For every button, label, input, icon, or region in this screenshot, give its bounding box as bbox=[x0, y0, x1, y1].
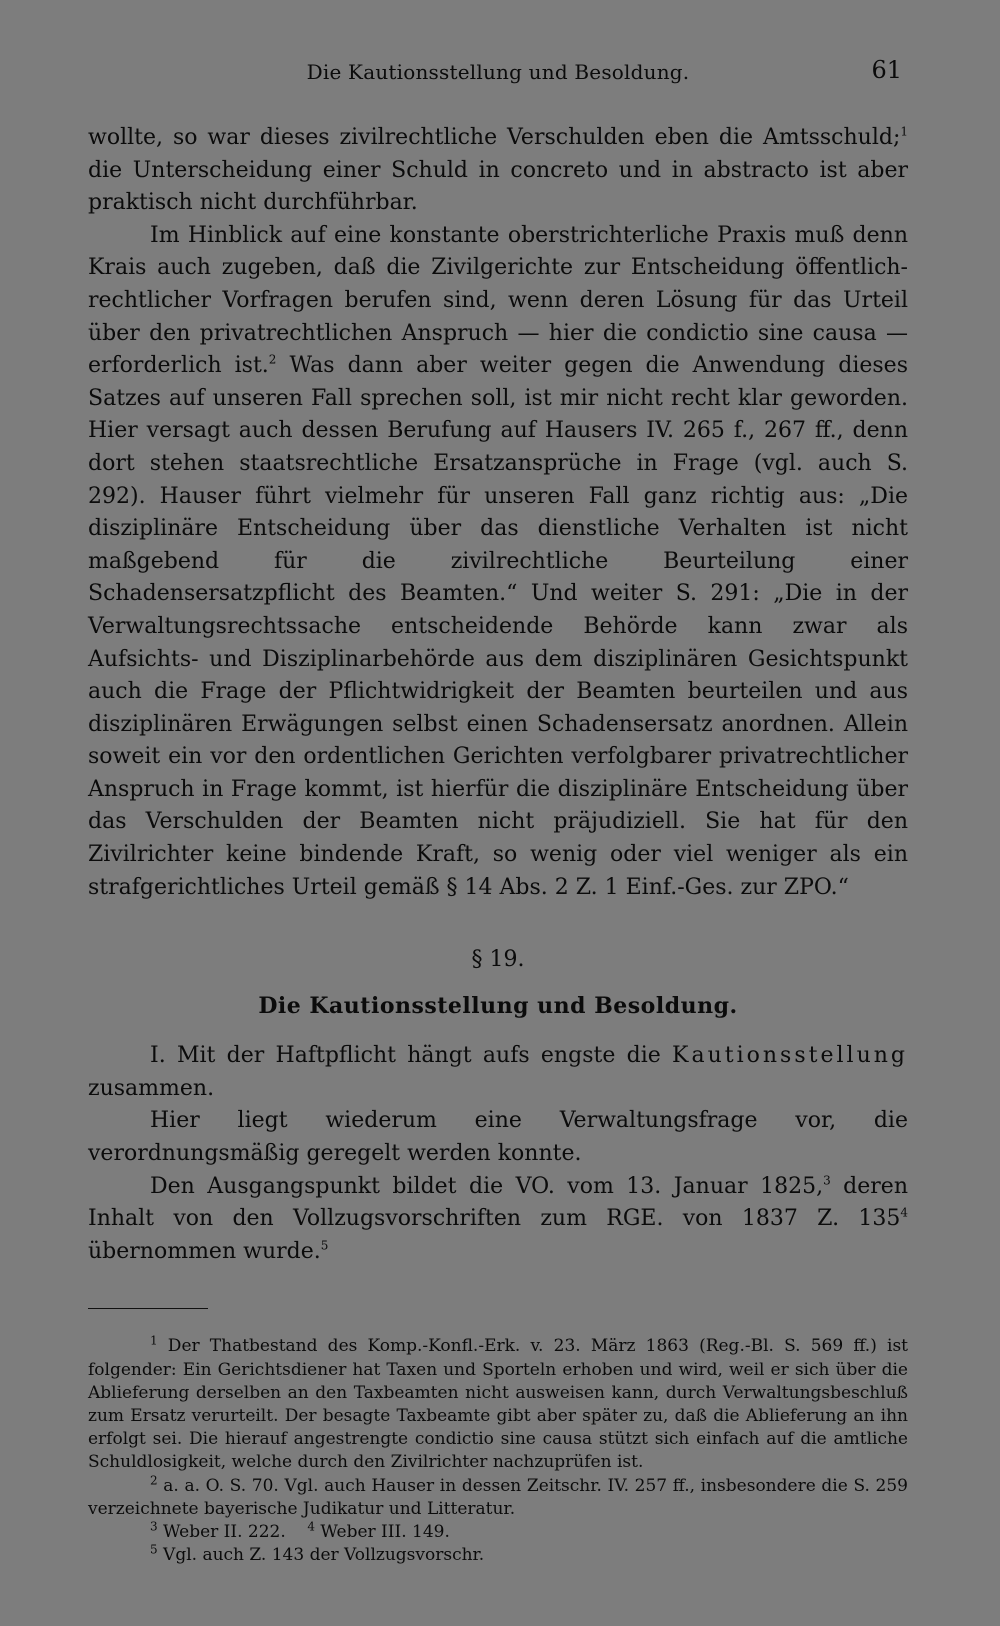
footnote-text: Weber II. 222. bbox=[157, 1522, 286, 1543]
footnote-divider bbox=[88, 1308, 208, 1309]
footnote-3-4 bbox=[88, 1521, 908, 1544]
running-head bbox=[88, 52, 908, 92]
paragraph-text: I. Mit der Haftpflicht hängt aufs engste die bbox=[150, 1043, 673, 1069]
footnote-reference: 2 bbox=[268, 352, 277, 367]
paragraph-text: wollte, so war dieses zivilrechtliche Verschulden eben die Amtsschuld; bbox=[88, 125, 901, 150]
footnote-text: Der Thatbestand des Komp.-Konfl.-Erk. v. 23. März 1863 (Reg.-Bl. S. 569 ff.) ist folgender: Ein Gerichtsdiener hat Taxen und Sporteln erhoben und wird, weil er sich über die Ablieferung derselben an den Taxbeamten nicht ausweisen kann, durch Verwaltungsbeschluß zum Ersatz verurteilt. Der besagte Taxbeamte gibt aber später zu, daß die Ablieferung an ihn erfolgt sei. Die hierauf angestrengte condictio sine causa stützt sich einfach auf die amtliche Schuldlosigkeit, welche durch den Zivilrichter nachzuprüfen ist. bbox=[88, 1336, 908, 1473]
paragraph-ausgangspunkt bbox=[88, 1171, 908, 1269]
section-body bbox=[88, 1040, 908, 1268]
footnote-number: 3 bbox=[150, 1519, 158, 1534]
footnote-5 bbox=[88, 1544, 908, 1567]
footnote-text: Weber III. 149. bbox=[315, 1522, 450, 1543]
book-page bbox=[88, 52, 908, 1567]
emphasized-term: Kautionsstellung bbox=[672, 1043, 908, 1069]
footnote-number: 2 bbox=[150, 1472, 158, 1487]
main-text bbox=[88, 122, 908, 904]
footnote-number: 5 bbox=[150, 1542, 158, 1557]
paragraph-hinblick bbox=[88, 220, 908, 904]
footnotes bbox=[88, 1335, 908, 1567]
footnote-text: Vgl. auch Z. 143 der Vollzugsvorschr. bbox=[157, 1545, 485, 1566]
running-title: Die Kautionsstellung und Besoldung. bbox=[306, 60, 690, 84]
paragraph-text: deren Inhalt von den Vollzugsvorschriften zum RGE. von 1837 Z. 135 bbox=[88, 1173, 908, 1232]
paragraph-text: Den Ausgangspunkt bildet die VO. vom 13. Januar 1825, bbox=[150, 1173, 824, 1199]
section-number: § 19. bbox=[471, 947, 525, 973]
paragraph-text: Im Hinblick auf eine konstante oberstrichterliche Praxis muß denn Krais auch zugeben, daß die Zivilgerichte zur Entscheidung öffentlich-rechtlicher Vorfragen berufen sind, wenn deren Lösung für das Urteil über den privatrechtlichen Anspruch — hier die condictio sine causa — erforderlich ist. bbox=[88, 222, 908, 379]
footnote-2 bbox=[88, 1472, 908, 1521]
paragraph-text: zusammen. bbox=[88, 1075, 215, 1101]
footnote-reference: 4 bbox=[900, 1205, 908, 1220]
paragraph-text: Was dann aber weiter gegen die Anwendung dieses Satzes auf unseren Fall sprechen soll, ist mir nicht recht klar geworden. Hier versagt auch dessen Berufung auf Hausers IV. 265 f., 267 ff., denn dort stehen staatsrechtliche Ersatzansprüche in Frage (vgl. auch S. 292). Hauser führt vielmehr für unseren Fall ganz richtig aus: „Die disziplinäre Entscheidung über das dienstliche Verhalten ist nicht maßgebend für die zivilrechtliche Beurteilung einer Schadensersatzpflicht des Beamten.“ Und weiter S. 291: „Die in der Verwaltungsrechtssache entscheidende Behörde kann zwar als Aufsichts- und Disziplinarbehörde aus dem disziplinären Gesichtspunkt auch die Frage der Pflichtwidrigkeit der Beamten beurteilen und aus disziplinären Erwägungen selbst einen Schadensersatz anordnen. Allein soweit ein vor den ordentlichen Gerichten verfolgbarer privatrechtlicher Anspruch in Frage kommt, ist hierfür die disziplinäre Entscheidung über das Verschulden der Beamten nicht präjudiziell. Sie hat für den Zivilrichter keine bindende Kraft, so wenig oder viel weniger als ein strafgerichtliches Urteil gemäß § 14 Abs. 2 Z. 1 Einf.-Ges. zur ZPO.“ bbox=[88, 353, 908, 900]
paragraph-continuation bbox=[88, 122, 908, 220]
footnote-text: a. a. O. S. 70. Vgl. auch Hauser in dessen Zeitschr. IV. 257 ff., insbesondere die S. 259 verzeichnete bayerische Judikatur und Litteratur. bbox=[88, 1475, 908, 1519]
paragraph-verwaltungsfrage: Hier liegt wiederum eine Verwaltungsfrage vor, die verordnungsmäßig geregelt werden konnte. bbox=[88, 1108, 908, 1167]
footnote-number: 4 bbox=[307, 1519, 316, 1534]
paragraph-text: die Unterscheidung einer Schuld in concreto und in abstracto ist aber praktisch nicht durchführbar. bbox=[88, 157, 908, 216]
paragraph-kautionsstellung bbox=[88, 1040, 908, 1105]
footnote-reference: 3 bbox=[823, 1173, 831, 1188]
paragraph-text: übernommen wurde. bbox=[88, 1238, 321, 1264]
page-number: 61 bbox=[871, 56, 902, 84]
footnote-number: 1 bbox=[150, 1333, 158, 1348]
footnote-1 bbox=[88, 1335, 908, 1474]
footnote-reference: 1 bbox=[900, 124, 908, 139]
footnote-reference: 5 bbox=[320, 1238, 329, 1253]
section-title: Die Kautionsstellung und Besoldung. bbox=[258, 993, 738, 1020]
